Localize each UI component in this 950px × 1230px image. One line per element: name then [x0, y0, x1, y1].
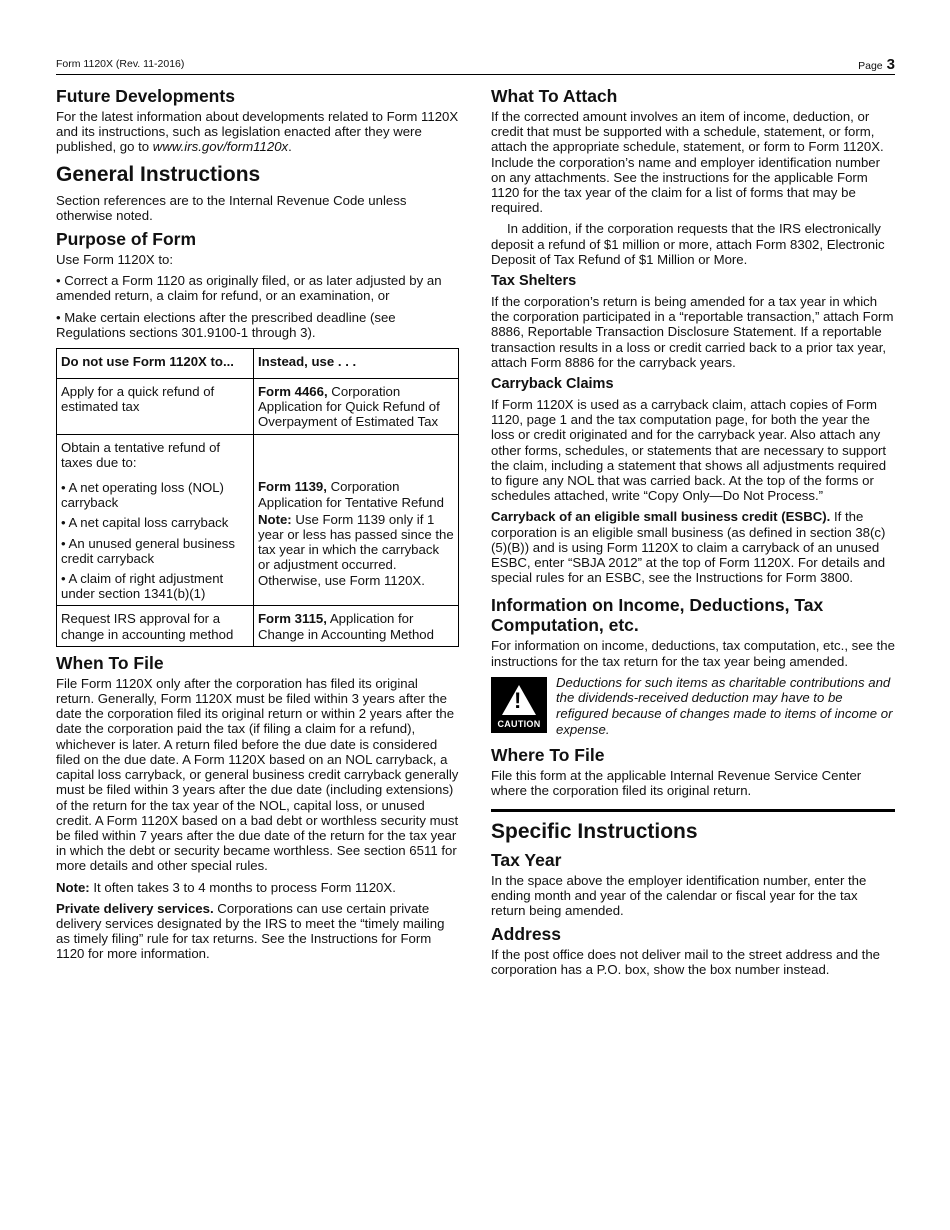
- general-instructions-text: Section references are to the Internal Revenue Code unless otherwise noted.: [56, 192, 407, 223]
- warning-triangle-icon: !: [502, 685, 536, 715]
- table-cell: Form 4466, Corporation Application for Quick Refund of Overpayment of Estimated Tax: [254, 379, 459, 435]
- carryback-claims-heading: Carryback Claims: [491, 376, 614, 393]
- table-header-cell: Instead, use . . .: [254, 349, 459, 379]
- table-cell: Request IRS approval for a change in accounting method: [57, 606, 254, 646]
- section-divider: [491, 809, 895, 812]
- specific-instructions-heading: Specific Instructions: [491, 819, 698, 843]
- table-row: [57, 606, 459, 646]
- purpose-bullet: • Correct a Form 1120 as originally filed, or as later adjusted by an amended return, a claim for refund, or an examination, or: [56, 273, 442, 304]
- table-cell: Apply for a quick refund of estimated tax: [57, 379, 254, 435]
- carryback-claims-text: If Form 1120X is used as a carryback claim, attach copies of Form 1120, page 1 and the tax computation page, for both the year the loss or credit originated and for the carryback year. Also attach any other forms, schedules, or statements that are necessary to support the claim, including a statement that shows all adjustments required to figure any NOL that was carried back. At the top of the forms or schedules attached, write “Copy Only—Do Not Process.”: [491, 397, 887, 504]
- caution-label: CAUTION: [497, 718, 541, 729]
- purpose-bullet: • Make certain elections after the prescribed deadline (see Regulations sections 301.9100-1 through 3).: [56, 309, 396, 340]
- private-delivery-text: Private delivery services. Corporations can use certain private delivery services designated by the IRS to meet the “timely mailing as timely filing” rule for tax returns. See the Instructions for Form 1120 for more information.: [56, 900, 445, 962]
- caution-box: [491, 675, 895, 737]
- caution-icon: [491, 677, 547, 733]
- alternative-forms-table: [56, 348, 459, 647]
- caution-text: Deductions for such items as charitable contributions and the dividends-received deduction may have to be refigured because of changes made to items of income or expense.: [556, 674, 893, 737]
- future-developments-text: For the latest information about developments related to Form 1120X and its instructions, such as legislation enacted after they were published, go to www.irs.gov/form1120x.: [56, 109, 459, 155]
- table-cell: Form 3115, Application for Change in Accounting Method: [254, 606, 459, 646]
- table-header-row: [57, 349, 459, 379]
- tax-shelters-text: If the corporation’s return is being amended for a tax year in which the corporation participated in a “reportable transaction,” attach Form 8886, Reportable Transaction Disclosure Statement. If a reportable transaction results in a loss or credit carried back to a prior tax year, attach Form 8886 for the carryback years.: [491, 294, 894, 370]
- table-row: [57, 379, 459, 435]
- when-to-file-text: File Form 1120X only after the corporation has filed its original return. Generally, Form 1120X must be filed within 3 years after the date the corporation filed its original return or within 2 years after the date the corporation paid the tax (if filing a claim for a refund), whichever is later. A return filed before the due date is considered filed on the due date. A Form 1120X based on an NOL carryback, a capital loss carryback, or general business credit carryback generally must be filed within 3 years after the due date (including extensions) of the return for the tax year of the NOL, capital loss, or unused credit. A Form 1120X based on a bad debt or worthless security must be filed within 7 years after the due date of the return for the tax year in which the debt or security became worthless. See section 6511 for more details and other special rules.: [56, 675, 459, 874]
- future-developments-heading: Future Developments: [56, 86, 235, 106]
- where-to-file-text: File this form at the applicable Internal Revenue Service Center where the corporation filed its original return.: [491, 768, 862, 799]
- table-cell: Obtain a tentative refund of taxes due to: • A net operating loss (NOL) carryback • A net capital loss carryback • An unused general business credit carryback • A claim of right adjustment under section 1341(b)(1): [57, 434, 254, 606]
- what-to-attach-text: In addition, if the corporation requests that the IRS electronically deposit a refund of $1 million or more, attach Form 8302, Electronic Deposit of Tax Refund of $1 Million or More.: [491, 221, 885, 267]
- page-number-block: [858, 56, 895, 73]
- page-number: 3: [886, 56, 895, 73]
- page-label: Page: [858, 60, 883, 72]
- tax-year-heading: Tax Year: [491, 849, 562, 870]
- tax-year-text: In the space above the employer identification number, enter the ending month and year of the calendar or fiscal year for the tax return being amended.: [491, 872, 867, 919]
- purpose-heading: Purpose of Form: [56, 229, 197, 250]
- esbc-text: Carryback of an eligible small business credit (ESBC). If the corporation is an eligible small business (as defined in section 38(c)(5)(B)) and is using Form 1120X to claim a carryback of an unused ESBC, enter “SBJA 2012” at the top of Form 1120X. For details and special rules for an ESBC, see the Instructions for Form 3800.: [491, 509, 886, 586]
- left-column: [56, 82, 459, 968]
- purpose-intro: Use Form 1120X to:: [56, 252, 174, 268]
- table-row: [57, 434, 459, 606]
- address-heading: Address: [491, 924, 562, 945]
- where-to-file-heading: Where To File: [491, 745, 605, 766]
- table-header-cell: Do not use Form 1120X to...: [57, 349, 254, 379]
- general-instructions-heading: General Instructions: [56, 162, 261, 186]
- processing-note: Note: It often takes 3 to 4 months to process Form 1120X.: [56, 879, 396, 895]
- page-header: [56, 56, 895, 75]
- what-to-attach-text: If the corrected amount involves an item of income, deduction, or credit that must be supported with a schedule, statement, or form, attach the appropriate schedule, statement, or form to Form 1120X. Include the corporation’s name and employer identification number on any attachments. See the instructions for the applicable Form 1120 for the tax year of the claim for a list of forms that may be required.: [491, 109, 884, 216]
- address-text: If the post office does not deliver mail to the street address and the corporation has a P.O. box, show the box number instead.: [491, 947, 881, 978]
- tax-shelters-heading: Tax Shelters: [491, 273, 577, 290]
- table-cell: Form 1139, Corporation Application for Tentative Refund Note: Use Form 1139 only if 1 year or less has passed since the tax year in which the carryback or adjustment occurred. Otherwise, use Form 1120X.: [254, 434, 459, 606]
- what-to-attach-heading: What To Attach: [491, 86, 618, 106]
- when-to-file-heading: When To File: [56, 652, 164, 673]
- form-id: Form 1120X (Rev. 11-2016): [56, 58, 185, 70]
- information-heading: Information on Income, Deductions, Tax Computation, etc.: [491, 595, 824, 636]
- irs-url[interactable]: www.irs.gov/form1120x: [152, 139, 289, 155]
- information-text: For information on income, deductions, tax computation, etc., see the instructions for the tax return for the tax year being amended.: [491, 638, 895, 669]
- right-column: [491, 82, 895, 984]
